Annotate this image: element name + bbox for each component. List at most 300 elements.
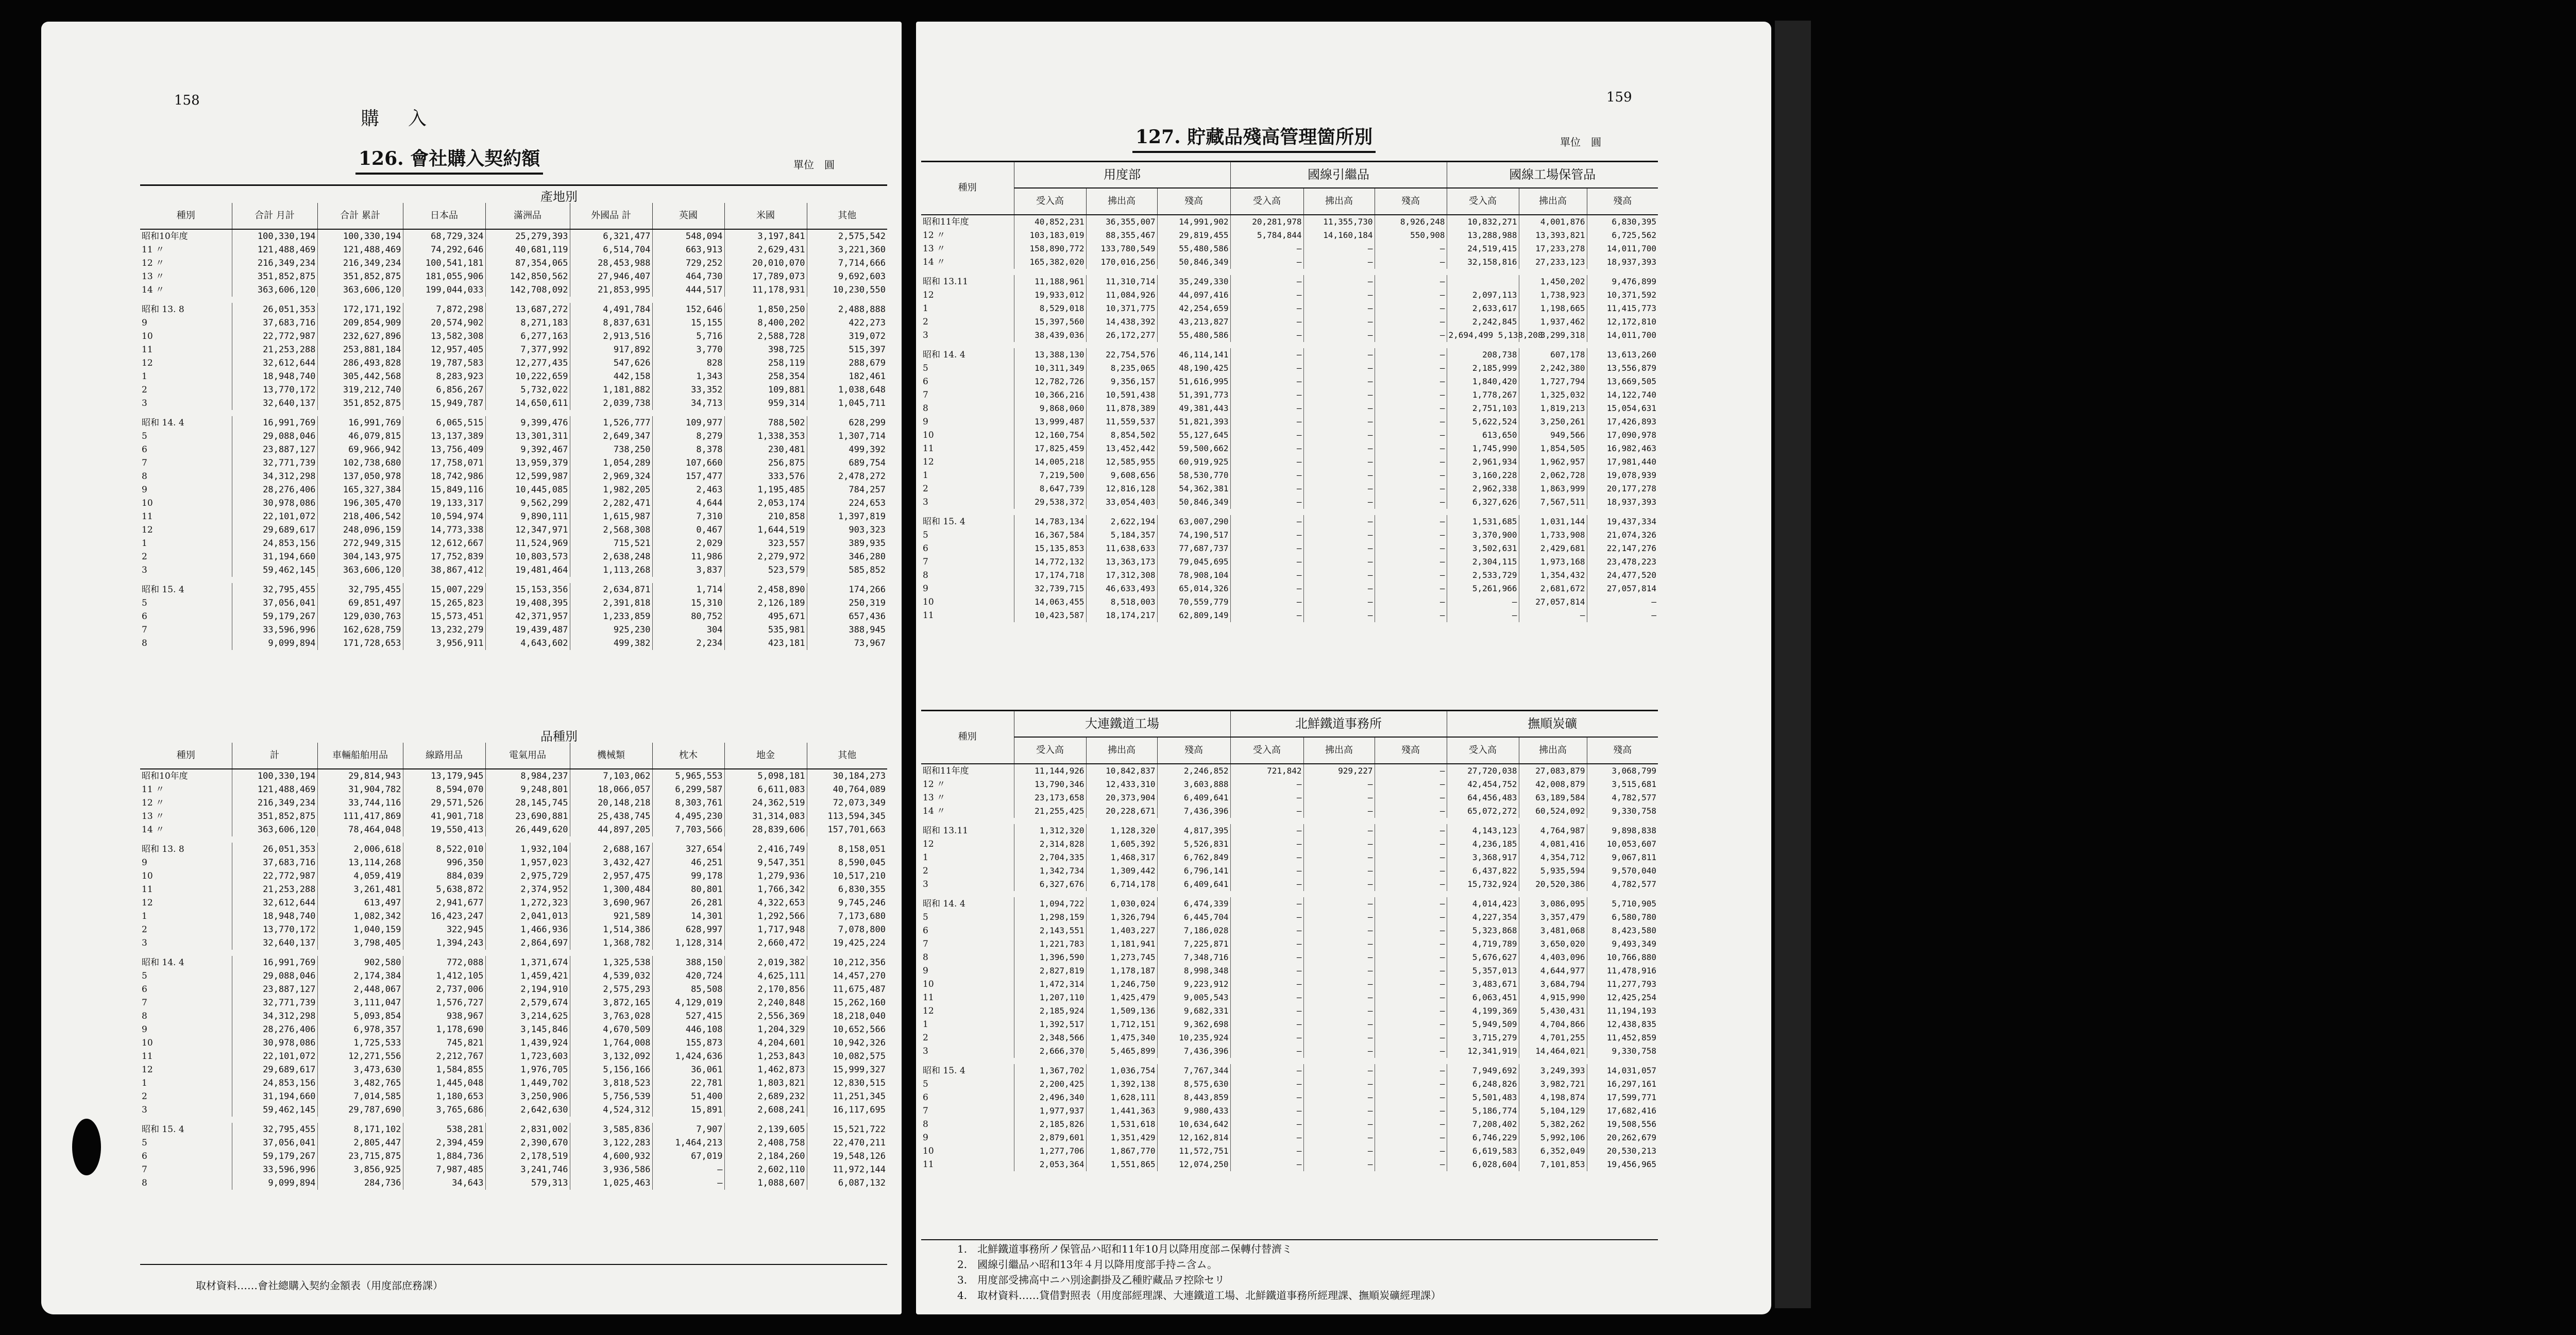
table-cell: 7,907 — [652, 1123, 724, 1136]
table-cell: 65,014,326 — [1157, 582, 1230, 595]
table-cell: — — [1230, 791, 1303, 805]
table-cell: — — [1230, 375, 1303, 388]
table-cell: 1,764,008 — [570, 1036, 652, 1050]
table-cell: 22,772,987 — [232, 869, 317, 883]
gap-cell — [140, 836, 887, 843]
table-cell: 3,650,020 — [1519, 937, 1587, 951]
row-label: 11 — [142, 511, 153, 522]
table-cell: 15,265,823 — [403, 596, 485, 610]
table-cell: 19,439,487 — [485, 623, 570, 637]
row-label: 3 — [142, 565, 147, 575]
table-cell: 2,429,681 — [1519, 542, 1587, 555]
table-cell: 663,913 — [652, 243, 724, 256]
row-label: 2 — [923, 317, 928, 327]
table-cell: 14,011,700 — [1587, 242, 1658, 255]
table-cell: 7,872,298 — [403, 303, 485, 316]
row-label: 7 — [923, 1106, 928, 1116]
table-cell: 2,831,002 — [485, 1123, 570, 1136]
table-cell: 14,301 — [652, 910, 724, 923]
table-cell: 27,083,879 — [1519, 764, 1587, 778]
table-cell: 2,622,194 — [1086, 515, 1157, 528]
row-gap — [921, 818, 1658, 824]
table-cell: 19,548,126 — [807, 1150, 887, 1163]
table-cell: 16,297,161 — [1587, 1077, 1658, 1091]
table-cell: 2,019,382 — [724, 956, 807, 969]
table-cell: 6,714,178 — [1086, 878, 1157, 891]
table-cell: — — [1303, 1104, 1375, 1118]
column-header: 合計 月計 — [232, 203, 317, 229]
table-cell: 51,821,393 — [1157, 415, 1230, 429]
column-header: 種別 — [921, 711, 1014, 764]
table-cell: 1,113,268 — [570, 563, 652, 577]
row-label: 6 — [142, 444, 147, 455]
table-row — [140, 430, 887, 443]
table-cell: 27,946,407 — [570, 270, 652, 283]
table-cell: 12,612,667 — [403, 537, 485, 550]
row-label: 昭和10年度 — [142, 771, 188, 781]
table-cell: 2,879,601 — [1014, 1131, 1086, 1144]
table-cell: — — [1230, 255, 1303, 269]
table-cell: 15,155 — [652, 316, 724, 330]
row-gap — [921, 342, 1658, 348]
table-cell: 9,223,912 — [1157, 978, 1230, 991]
table-cell: — — [1230, 542, 1303, 555]
table-cell: 1,973,168 — [1519, 555, 1587, 569]
table-cell: 33,596,996 — [232, 623, 317, 637]
table-cell: 1,468,317 — [1086, 851, 1157, 864]
table-cell: 18,218,040 — [807, 1009, 887, 1023]
table-cell: 1,714 — [652, 583, 724, 596]
table-cell: 59,462,145 — [232, 1103, 317, 1117]
table-cell: 13,232,279 — [403, 623, 485, 637]
table-cell: 996,350 — [403, 856, 485, 869]
table-cell: — — [1230, 569, 1303, 582]
table-row — [921, 528, 1658, 542]
table-cell: — — [1303, 864, 1375, 878]
table-cell: 689,754 — [807, 456, 887, 470]
table-cell: 8,998,348 — [1157, 964, 1230, 978]
table-cell: — — [1303, 362, 1375, 375]
table-cell: 7,987,485 — [403, 1163, 485, 1176]
table-cell: 6,321,477 — [570, 229, 652, 243]
table-cell: 74,292,646 — [403, 243, 485, 256]
row-label: 12 — [923, 290, 934, 300]
table-cell: — — [1303, 1091, 1375, 1104]
group-header: 國線引繼品 — [1230, 162, 1447, 188]
table-cell: 34,312,298 — [232, 1009, 317, 1023]
table-cell: 3,603,888 — [1157, 778, 1230, 791]
table-cell: 1,309,442 — [1086, 864, 1157, 878]
group-header: 大連鐵道工場 — [1014, 711, 1230, 737]
table-cell: 1,307,714 — [807, 430, 887, 443]
table-cell: 4,643,602 — [485, 637, 570, 650]
table-cell: — — [1375, 911, 1447, 924]
table-cell: — — [1375, 595, 1447, 609]
table-cell: 772,088 — [403, 956, 485, 969]
table-cell: 34,713 — [652, 397, 724, 410]
table-cell: 322,945 — [403, 923, 485, 936]
storage-table-2 — [921, 711, 1658, 1171]
row-label: 12 — [142, 898, 153, 908]
table-cell: 40,764,089 — [807, 783, 887, 796]
table-cell: 7,219,500 — [1014, 469, 1086, 482]
column-header: 受入高 — [1014, 737, 1086, 764]
table-cell: 30,978,086 — [232, 497, 317, 510]
table-row — [140, 443, 887, 456]
row-label: 昭和11年度 — [923, 766, 969, 776]
table-cell: 446,108 — [652, 1023, 724, 1036]
row-label: 6 — [142, 1151, 147, 1161]
column-header: 受入高 — [1230, 188, 1303, 215]
table-cell: 959,314 — [724, 397, 807, 410]
table-cell: 13,179,945 — [403, 769, 485, 783]
table-cell: — — [1519, 609, 1587, 622]
column-header: 種別 — [140, 203, 232, 229]
table-cell: 319,212,740 — [317, 383, 403, 397]
row-label: 昭和 15. 4 — [142, 1124, 184, 1135]
table-cell: 46,251 — [652, 856, 724, 869]
table-cell: 3,515,681 — [1587, 778, 1658, 791]
row-label: 12 — [142, 1065, 153, 1075]
table-cell: 4,059,419 — [317, 869, 403, 883]
table-cell: 7,436,396 — [1157, 805, 1230, 818]
table-row — [140, 1176, 887, 1190]
table-row — [921, 897, 1658, 911]
table-cell: 1,326,794 — [1086, 911, 1157, 924]
table-cell: 6,796,141 — [1157, 864, 1230, 878]
table-row — [921, 362, 1658, 375]
table-row — [921, 455, 1658, 469]
table-row — [140, 1050, 887, 1063]
table-row — [140, 956, 887, 969]
table-cell: 929,227 — [1303, 764, 1375, 778]
table-cell: 25,279,393 — [485, 229, 570, 243]
table-cell: 8,443,859 — [1157, 1091, 1230, 1104]
table-cell: 74,190,517 — [1157, 528, 1230, 542]
table-cell: 21,853,995 — [570, 283, 652, 297]
table-cell: 13,363,173 — [1086, 555, 1157, 569]
table-row — [140, 1150, 887, 1163]
table-cell: 1,300,484 — [570, 883, 652, 896]
table-cell: 4,403,096 — [1519, 951, 1587, 964]
table-cell: 2,913,516 — [570, 330, 652, 343]
table-cell: 49,381,443 — [1157, 402, 1230, 415]
table-row — [140, 483, 887, 497]
table-cell: 109,977 — [652, 416, 724, 430]
table-row — [921, 302, 1658, 315]
table-cell: 16,991,769 — [232, 416, 317, 430]
table-cell: 9,570,040 — [1587, 864, 1658, 878]
table-cell: 1,040,159 — [317, 923, 403, 936]
table-cell: 917,892 — [570, 343, 652, 356]
table-cell: 32,739,715 — [1014, 582, 1086, 595]
table-cell: — — [1230, 442, 1303, 455]
table-cell: 1,279,936 — [724, 869, 807, 883]
table-cell: — — [1230, 402, 1303, 415]
table-cell: 2,568,308 — [570, 523, 652, 537]
table-cell: 535,981 — [724, 623, 807, 637]
binding-hole — [72, 1119, 101, 1175]
table-cell: 182,461 — [807, 370, 887, 383]
table-cell: 9,547,351 — [724, 856, 807, 869]
row-label: 9 — [142, 318, 147, 328]
table-cell: 4,001,876 — [1519, 215, 1587, 229]
gap-cell — [921, 818, 1658, 824]
table-cell: 4,198,874 — [1519, 1091, 1587, 1104]
table-row — [140, 969, 887, 983]
table-cell: 55,480,586 — [1157, 242, 1230, 255]
table-cell: 12,074,250 — [1157, 1158, 1230, 1171]
table-cell: — — [1375, 542, 1447, 555]
column-header: 種別 — [140, 743, 232, 769]
table-cell: 1,298,159 — [1014, 911, 1086, 924]
row-label: 7 — [142, 625, 147, 635]
table-cell: 31,194,660 — [232, 550, 317, 563]
table-cell: 903,323 — [807, 523, 887, 537]
table-cell: 15,573,451 — [403, 610, 485, 623]
table-cell: 6,445,704 — [1157, 911, 1230, 924]
table-cell: 36,355,007 — [1086, 215, 1157, 229]
table-cell: — — [1303, 878, 1375, 891]
table-row — [140, 383, 887, 397]
origin-group-header: 產地別 — [540, 190, 578, 204]
table-cell: — — [1303, 911, 1375, 924]
table-cell: 420,724 — [652, 969, 724, 983]
table-cell: — — [1230, 1091, 1303, 1104]
table-cell: 1,867,770 — [1086, 1144, 1157, 1158]
table-cell: 1,840,420 — [1447, 375, 1519, 388]
table-cell: 36,061 — [652, 1063, 724, 1076]
table-cell: 628,997 — [652, 923, 724, 936]
table-cell: 9,005,543 — [1157, 991, 1230, 1004]
table-cell: 1,712,151 — [1086, 1018, 1157, 1031]
group-header: 北鮮鐵道事務所 — [1230, 711, 1447, 737]
table-cell: 20,373,904 — [1086, 791, 1157, 805]
table-cell: 1,253,843 — [724, 1050, 807, 1063]
table-cell: — — [1230, 242, 1303, 255]
table-row — [140, 316, 887, 330]
row-label: 1 — [142, 911, 147, 921]
table-cell: — — [1375, 1104, 1447, 1118]
table-cell: 1,962,957 — [1519, 455, 1587, 469]
table-row — [921, 595, 1658, 609]
row-label: 10 — [142, 871, 153, 881]
row-label: 10 — [142, 1038, 153, 1048]
table-cell: 22,754,576 — [1086, 348, 1157, 362]
table-cell: 3,684,794 — [1519, 978, 1587, 991]
table-cell: 13,999,487 — [1014, 415, 1086, 429]
table-row — [140, 810, 887, 823]
table-row — [140, 537, 887, 550]
table-cell: 3,770 — [652, 343, 724, 356]
gap-cell — [140, 950, 887, 956]
table-cell: 15,262,160 — [807, 996, 887, 1009]
table-cell: 4,199,369 — [1447, 1004, 1519, 1018]
table-cell: — — [1303, 937, 1375, 951]
table-cell: 17,758,071 — [403, 456, 485, 470]
table-cell: — — [1230, 469, 1303, 482]
table-cell: 3,357,479 — [1519, 911, 1587, 924]
table-cell: 20,530,213 — [1587, 1144, 1658, 1158]
table-cell: 87,354,065 — [485, 256, 570, 270]
table-row — [921, 255, 1658, 269]
page-number: 158 — [174, 93, 200, 108]
table-cell: 162,628,759 — [317, 623, 403, 637]
table-row — [140, 256, 887, 270]
table-cell: 7,173,680 — [807, 910, 887, 923]
table-cell: 3,481,068 — [1519, 924, 1587, 937]
table-cell: 2,139,605 — [724, 1123, 807, 1136]
table-cell: — — [1303, 1144, 1375, 1158]
row-label: 7 — [142, 1165, 147, 1175]
table-cell: 1,803,821 — [724, 1076, 807, 1090]
table-cell: — — [1230, 924, 1303, 937]
table-row — [921, 1118, 1658, 1131]
table-cell: 1,863,999 — [1519, 482, 1587, 495]
column-header: 車輛船舶用品 — [317, 743, 403, 769]
table-cell: 73,967 — [807, 637, 887, 650]
table-cell: 1,957,023 — [485, 856, 570, 869]
table-cell: 129,030,763 — [317, 610, 403, 623]
table-row — [921, 348, 1658, 362]
table-cell: — — [1230, 362, 1303, 375]
table-cell: 2,602,110 — [724, 1163, 807, 1176]
row-label: 5 — [923, 363, 928, 373]
table-cell: 2,174,384 — [317, 969, 403, 983]
table-cell: 55,127,645 — [1157, 429, 1230, 442]
table-cell: — — [1230, 1131, 1303, 1144]
table-cell: — — [1375, 897, 1447, 911]
table-cell: 11,478,916 — [1587, 964, 1658, 978]
table-cell: 6,830,395 — [1587, 215, 1658, 229]
table-cell: 5,357,013 — [1447, 964, 1519, 978]
table-cell: 11,878,389 — [1086, 402, 1157, 415]
table-cell: 152,646 — [652, 303, 724, 316]
table-cell: 1,449,702 — [485, 1076, 570, 1090]
table-cell: 11,355,730 — [1303, 215, 1375, 229]
table-row — [140, 869, 887, 883]
table-cell: — — [1375, 582, 1447, 595]
column-header: 受入高 — [1014, 188, 1086, 215]
table-cell: 7,186,028 — [1157, 924, 1230, 937]
table-cell: 9,476,899 — [1587, 275, 1658, 288]
table-cell: 1,178,690 — [403, 1023, 485, 1036]
table-cell: 9,868,060 — [1014, 402, 1086, 415]
table-cell: 10,371,775 — [1086, 302, 1157, 315]
table-cell: 442,158 — [570, 370, 652, 383]
row-label: 8 — [142, 1011, 147, 1021]
table-row — [140, 1076, 887, 1090]
table-cell: 10,423,587 — [1014, 609, 1086, 622]
table-cell: 50,846,349 — [1157, 255, 1230, 269]
table-cell: — — [1230, 864, 1303, 878]
table-cell: 30,978,086 — [232, 1036, 317, 1050]
origin-table — [140, 203, 887, 650]
table-cell: — — [1230, 495, 1303, 509]
table-cell: 3,145,846 — [485, 1023, 570, 1036]
table-cell: — — [1303, 951, 1375, 964]
table-cell: 2,391,818 — [570, 596, 652, 610]
table-cell: 7,949,692 — [1447, 1064, 1519, 1077]
row-label: 10 — [923, 430, 934, 440]
table-cell: 333,576 — [724, 470, 807, 483]
table-cell: — — [1303, 495, 1375, 509]
row-label: 5 — [923, 530, 928, 540]
table-cell: 5,156,166 — [570, 1063, 652, 1076]
table-cell — [1447, 275, 1519, 288]
table-cell: 1,036,754 — [1086, 1064, 1157, 1077]
row-label: 11 — [923, 610, 934, 621]
table-cell: 27,720,038 — [1447, 764, 1519, 778]
row-label: 昭和 15. 4 — [923, 1066, 965, 1076]
table-cell: 2,588,728 — [724, 330, 807, 343]
table-cell: 15,153,356 — [485, 583, 570, 596]
table-cell: 319,072 — [807, 330, 887, 343]
table-cell: 17,233,278 — [1519, 242, 1587, 255]
table-cell: 15,007,229 — [403, 583, 485, 596]
table-row — [921, 978, 1658, 991]
table-row — [140, 330, 887, 343]
table-cell: 29,787,690 — [317, 1103, 403, 1117]
table-cell: 7,436,396 — [1157, 1045, 1230, 1058]
table-cell: 19,481,464 — [485, 563, 570, 577]
table-cell: 4,782,577 — [1587, 791, 1658, 805]
table-cell: 1,292,566 — [724, 910, 807, 923]
table-cell: 2,941,677 — [403, 896, 485, 910]
table-cell: 6,580,780 — [1587, 911, 1658, 924]
table-cell: 230,481 — [724, 443, 807, 456]
table-cell: 29,571,526 — [403, 796, 485, 810]
table-cell: 46,114,141 — [1157, 348, 1230, 362]
table-cell: 351,852,875 — [317, 270, 403, 283]
table-cell: 37,683,716 — [232, 316, 317, 330]
table-cell: 4,539,032 — [570, 969, 652, 983]
table-cell: 585,852 — [807, 563, 887, 577]
table-cell: 346,280 — [807, 550, 887, 563]
table-cell: 3,982,721 — [1519, 1077, 1587, 1091]
table-cell: 579,313 — [485, 1176, 570, 1190]
row-label: 昭和 13.11 — [923, 826, 969, 836]
table-cell: 1,475,340 — [1086, 1031, 1157, 1045]
table-cell: 14,991,902 — [1157, 215, 1230, 229]
table-row — [140, 796, 887, 810]
table-cell: 12,816,128 — [1086, 482, 1157, 495]
row-label: 14 〃 — [142, 285, 165, 295]
table-cell: 1,459,421 — [485, 969, 570, 983]
table-cell: 3,763,028 — [570, 1009, 652, 1023]
table-cell: — — [1447, 609, 1519, 622]
row-label: 5 — [142, 598, 147, 608]
table-cell: 3,122,283 — [570, 1136, 652, 1150]
table-cell: 1,195,485 — [724, 483, 807, 497]
table-cell: 258,354 — [724, 370, 807, 383]
table-cell: 50,846,349 — [1157, 495, 1230, 509]
table-cell: 29,814,943 — [317, 769, 403, 783]
table-cell: 715,521 — [570, 537, 652, 550]
table-cell: 100,330,194 — [317, 229, 403, 243]
table-cell: 26,449,620 — [485, 823, 570, 836]
column-header: 受入高 — [1230, 737, 1303, 764]
table-cell: 2,242,380 — [1519, 362, 1587, 375]
table-cell: 9,745,246 — [807, 896, 887, 910]
table-cell: — — [1230, 1018, 1303, 1031]
row-label: 9 — [142, 858, 147, 868]
row-label: 13 〃 — [142, 811, 165, 821]
table-row — [140, 823, 887, 836]
table-cell: 4,491,784 — [570, 303, 652, 316]
table-cell: 9,399,476 — [485, 416, 570, 430]
row-label: 12 〃 — [142, 258, 165, 268]
